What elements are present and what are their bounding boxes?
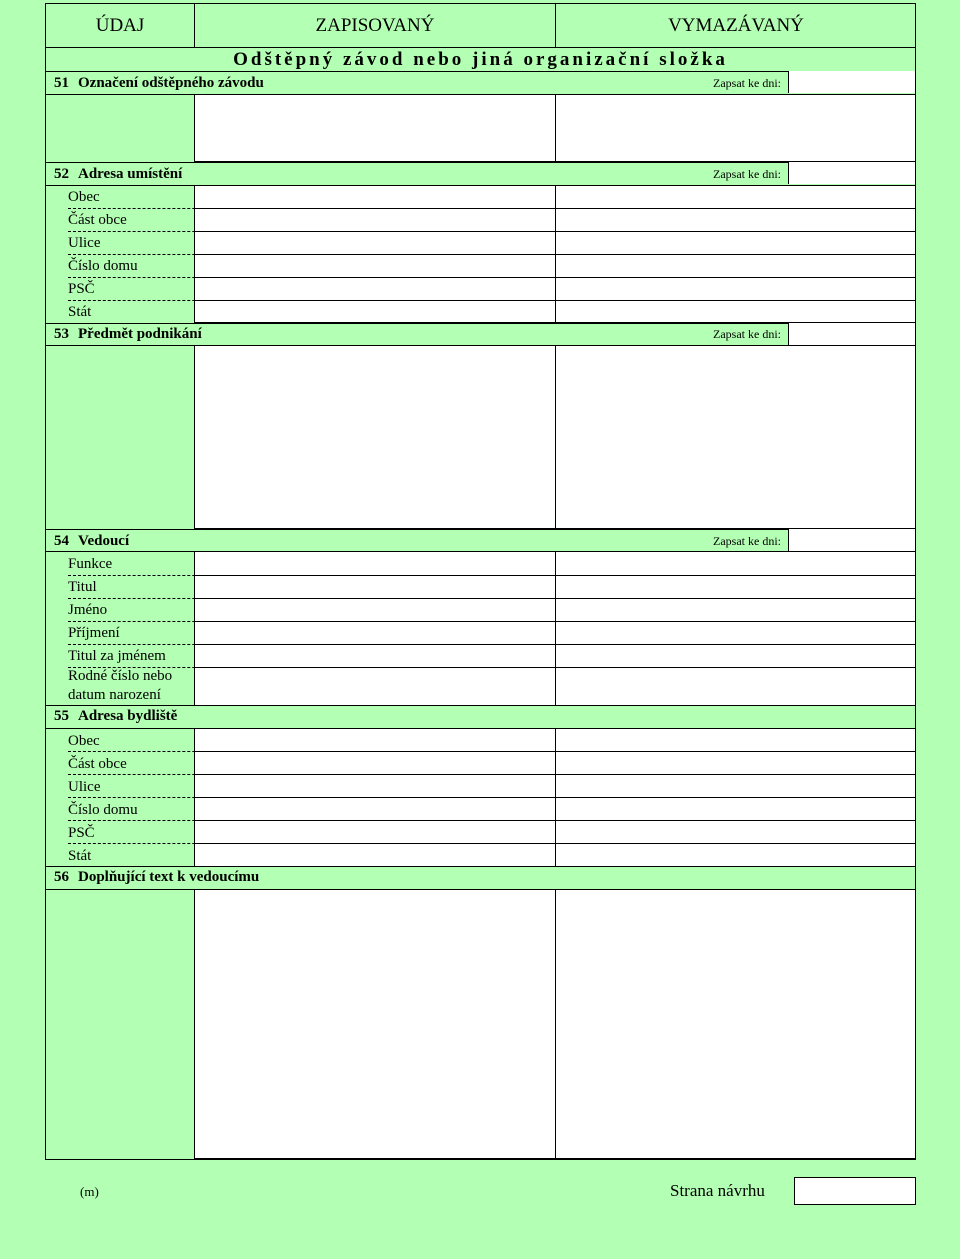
section-number: 52 — [54, 166, 69, 182]
field-label: Titul — [68, 579, 97, 595]
section-title: Doplňující text k vedoucímu — [78, 869, 260, 885]
header-udaj: ÚDAJ — [95, 14, 145, 36]
row-line — [194, 277, 915, 278]
section-number: 51 — [54, 75, 69, 91]
section-51-title — [54, 72, 264, 94]
section-number: 55 — [54, 708, 69, 724]
section-54-title — [54, 530, 129, 552]
row-line — [194, 774, 915, 775]
section-banner: Odštěpný závod nebo jiná organizační složka — [233, 49, 728, 70]
section-number: 54 — [54, 533, 69, 549]
field-label: Část obce — [68, 756, 127, 772]
field-label: Rodné číslo nebo — [68, 668, 173, 684]
page-label: Strana návrhu — [670, 1181, 765, 1200]
section-52-title — [54, 163, 182, 185]
field-label: Stát — [68, 304, 92, 320]
section-55-title — [54, 705, 177, 727]
s51-zapisovany-field[interactable] — [194, 94, 556, 162]
date-input[interactable] — [788, 162, 915, 184]
section-title: Předmět podnikání — [78, 326, 202, 342]
date-input[interactable] — [788, 71, 915, 93]
section-56-title — [54, 866, 259, 888]
date-input[interactable] — [788, 323, 915, 345]
row-line — [194, 300, 915, 301]
row-line — [194, 751, 915, 752]
section-number: 56 — [54, 869, 69, 885]
field-label: Číslo domu — [68, 802, 138, 818]
section-53-title — [54, 323, 202, 345]
date-input[interactable] — [788, 529, 915, 551]
field-label: Jméno — [68, 602, 108, 618]
divider — [46, 529, 915, 530]
field-label: Příjmení — [68, 625, 120, 641]
divider — [46, 345, 915, 346]
s53-vymazavany-field[interactable] — [555, 345, 916, 529]
section-title: Vedoucí — [78, 533, 130, 549]
row-line — [194, 598, 915, 599]
header-zapisovany: ZAPISOVANÝ — [315, 14, 435, 36]
header-vymazavany: VYMAZÁVANÝ — [668, 14, 804, 36]
section-title: Adresa umístění — [78, 166, 183, 182]
row-line — [194, 254, 915, 255]
row-line — [194, 797, 915, 798]
row-line — [194, 843, 915, 844]
zapsat-label: Zapsat ke dni: — [713, 167, 781, 181]
zapsat-label: Zapsat ke dni: — [713, 76, 781, 90]
row-line — [194, 231, 915, 232]
field-label: Část obce — [68, 212, 127, 228]
section-title: Označení odštěpného závodu — [78, 75, 264, 91]
field-label: Číslo domu — [68, 258, 138, 274]
field-label: Ulice — [68, 235, 101, 251]
row-line — [194, 644, 915, 645]
field-label: PSČ — [68, 281, 95, 297]
s53-zapisovany-field[interactable] — [194, 345, 556, 529]
field-label: Obec — [68, 189, 100, 205]
row-line — [194, 621, 915, 622]
row-line — [194, 667, 915, 668]
zapsat-label: Zapsat ke dni: — [713, 327, 781, 341]
s56-vymazavany-field[interactable] — [555, 889, 916, 1159]
zapsat-label: Zapsat ke dni: — [713, 534, 781, 548]
row-line — [194, 820, 915, 821]
row-line — [194, 208, 915, 209]
s51-vymazavany-field[interactable] — [555, 94, 916, 162]
field-label: Titul za jménem — [68, 648, 166, 664]
field-label: Stát — [68, 848, 92, 864]
field-label: datum narození — [68, 687, 161, 703]
row-line — [194, 575, 915, 576]
field-label: Obec — [68, 733, 100, 749]
s56-zapisovany-field[interactable] — [194, 889, 556, 1159]
registration-form — [45, 3, 916, 1160]
field-label: Funkce — [68, 556, 113, 572]
section-number: 53 — [54, 326, 69, 342]
form-mark: (m) — [80, 1184, 99, 1199]
field-label: Ulice — [68, 779, 101, 795]
page-number-input[interactable] — [794, 1177, 916, 1205]
section-title: Adresa bydliště — [78, 708, 178, 724]
field-label: PSČ — [68, 825, 95, 841]
